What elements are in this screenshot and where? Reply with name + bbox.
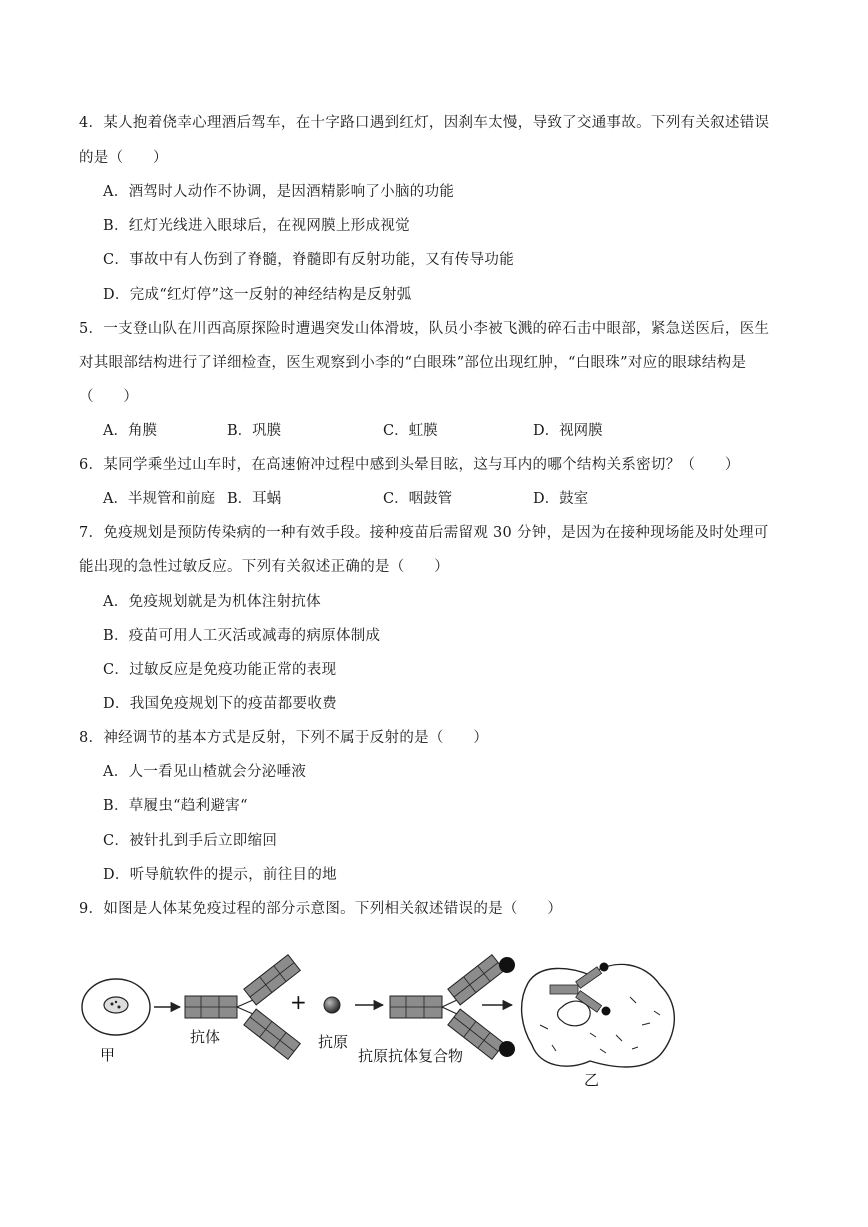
q7-stem-line2: 能出现的急性过敏反应。下列有关叙述正确的是（ ） bbox=[79, 559, 449, 575]
q8-option-b: B．草履虫“趋利避害“ bbox=[103, 798, 248, 814]
cell-jia bbox=[82, 979, 150, 1035]
antigen-antibody-complex-icon bbox=[390, 955, 515, 1060]
q5-stem-line3: （ ） bbox=[79, 389, 139, 405]
q5-stem-line1: 5．一支登山队在川西高原探险时遭遇突发山体滑坡，队员小李被飞溅的碎石击中眼部，紧急送医后，医生 bbox=[79, 321, 770, 337]
q6-option-b: B．耳蜗 bbox=[227, 491, 282, 507]
q5-option-c: C．虹膜 bbox=[383, 423, 438, 439]
immune-process-diagram bbox=[70, 945, 710, 1090]
q6-stem-line1: 6．某同学乘坐过山车时，在高速俯冲过程中感到头晕目眩，这与耳内的哪个结构关系密切？（ ） bbox=[79, 457, 740, 473]
q9-stem-line1: 9．如图是人体某免疫过程的部分示意图。下列相关叙述错误的是（ ） bbox=[79, 901, 563, 917]
q8-stem-line1: 8．神经调节的基本方式是反射，下列不属于反射的是（ ） bbox=[79, 730, 489, 746]
q4-option-d: D．完成“红灯停”这一反射的神经结构是反射弧 bbox=[103, 287, 412, 303]
phagocyte-yi-icon bbox=[522, 963, 675, 1068]
label-yi: 乙 bbox=[584, 1071, 600, 1089]
label-complex: 抗原抗体复合物 bbox=[358, 1047, 464, 1065]
q6-option-d: D．鼓室 bbox=[533, 491, 589, 507]
q8-option-c: C．被针扎到手后立即缩回 bbox=[103, 833, 278, 849]
q5-stem-line2: 对其眼部结构进行了详细检查，医生观察到小李的“白眼珠”部位出现红肿，“白眼珠”对应的眼球结构是 bbox=[79, 355, 747, 371]
q4-option-c: C．事故中有人伤到了脊髓，脊髓即有反射功能，又有传导功能 bbox=[103, 252, 514, 268]
q8-option-a: A．人一看见山楂就会分泌唾液 bbox=[103, 764, 307, 780]
q7-option-c: C．过敏反应是免疫功能正常的表现 bbox=[103, 662, 337, 678]
q7-option-b: B．疫苗可用人工灭活或减毒的病原体制成 bbox=[103, 628, 381, 644]
antigen-ball-icon bbox=[324, 997, 340, 1013]
q7-option-d: D．我国免疫规划下的疫苗都要收费 bbox=[103, 696, 337, 712]
q5-option-b: B．巩膜 bbox=[227, 423, 282, 439]
q6-option-a: A．半规管和前庭 bbox=[103, 491, 215, 507]
plus-sign: + bbox=[290, 990, 307, 1014]
q7-stem-line1: 7．免疫规划是预防传染病的一种有效手段。接种疫苗后需留观 30 分钟，是因为在接种现场能及时处理可 bbox=[79, 525, 769, 541]
q8-option-d: D．听导航软件的提示，前往目的地 bbox=[103, 867, 337, 883]
label-antigen: 抗原 bbox=[318, 1033, 349, 1051]
q6-option-c: C．咽鼓管 bbox=[383, 491, 453, 507]
q5-option-a: A．角膜 bbox=[103, 423, 157, 439]
label-antibody: 抗体 bbox=[190, 1028, 221, 1046]
q4-stem-line1: 4．某人抱着侥幸心理酒后驾车，在十字路口遇到红灯，因刹车太慢，导致了交通事故。下列有关叙述错误 bbox=[79, 115, 770, 131]
q5-option-d: D．视网膜 bbox=[533, 423, 603, 439]
label-jia: 甲 bbox=[100, 1046, 116, 1064]
q4-stem-line2: 的是（ ） bbox=[79, 150, 168, 166]
q4-option-a: A．酒驾时人动作不协调，是因酒精影响了小脑的功能 bbox=[103, 184, 455, 200]
q4-option-b: B．红灯光线进入眼球后，在视网膜上形成视觉 bbox=[103, 218, 410, 234]
q7-option-a: A．免疫规划就是为机体注射抗体 bbox=[103, 594, 321, 610]
